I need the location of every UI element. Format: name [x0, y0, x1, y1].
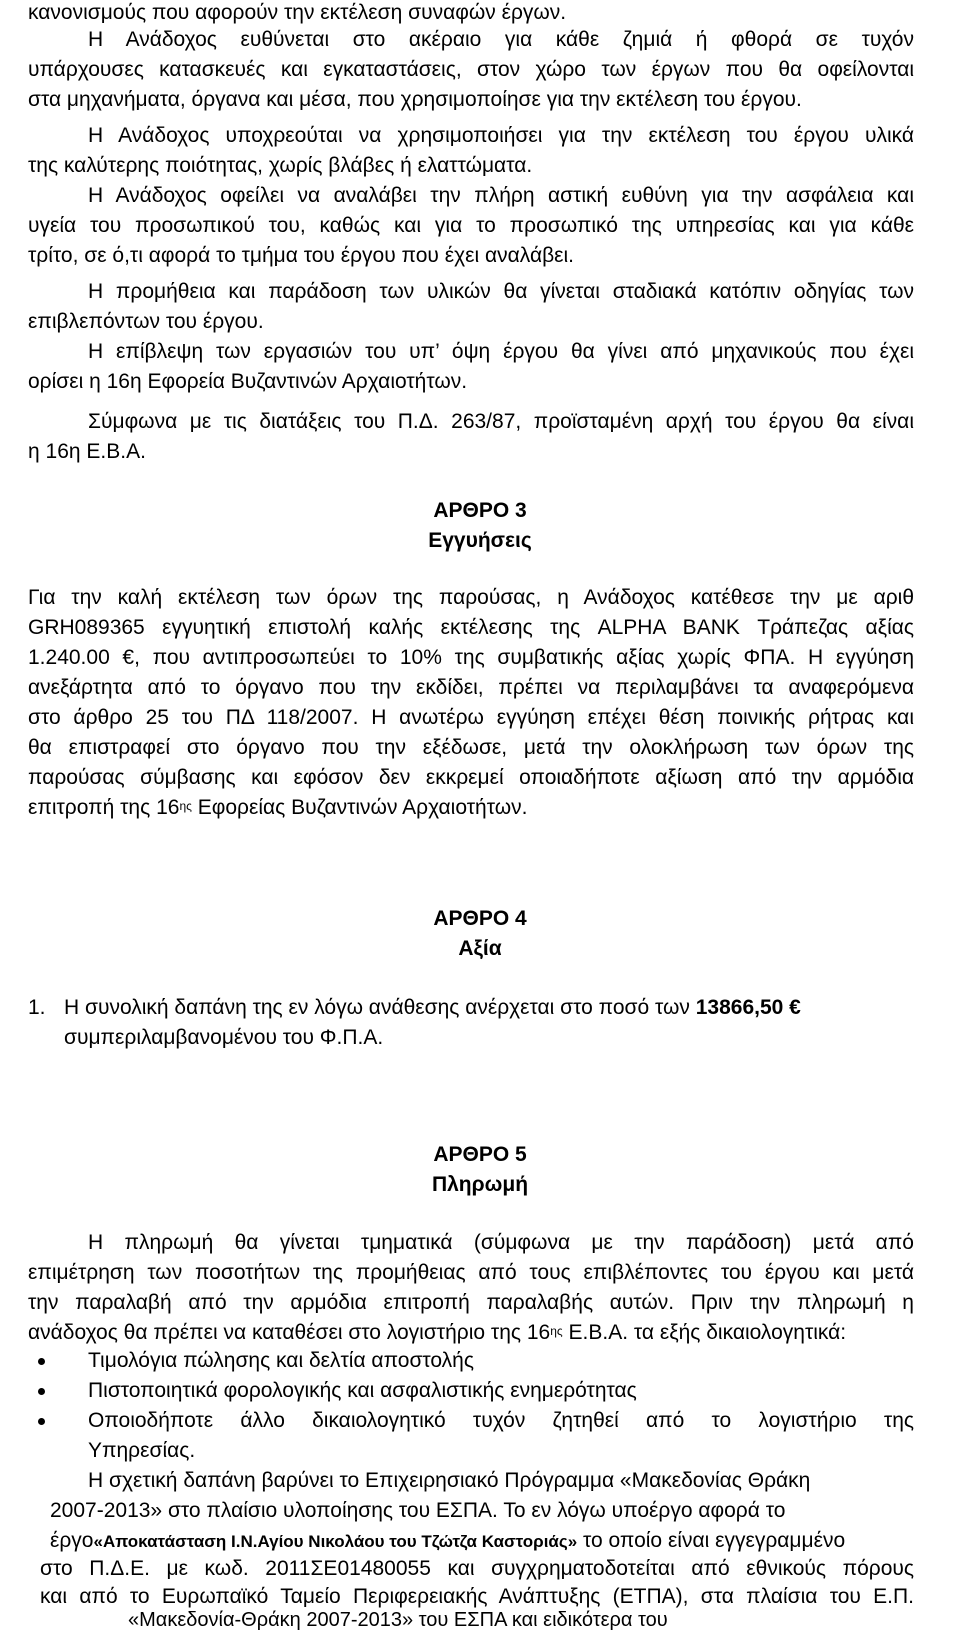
text-line: Η επίβλεψη των εργασιών του υπ’ όψη έργου θα γίνει από μηχανικούς που έχει — [88, 340, 914, 363]
text-line: «Μακεδονία-Θράκη 2007-2013» του ΕΣΠΑ και ειδικότερα του — [128, 1609, 668, 1631]
text-line: Η Ανάδοχος οφείλει να αναλάβει την πλήρη αστική ευθύνη για την ασφάλεια και — [88, 184, 914, 207]
bullet-icon — [38, 1358, 45, 1365]
text-line: ορίσει η 16η Εφορεία Βυζαντινών Αρχαιοτήτων. — [28, 370, 468, 393]
text-line: 2007-2013» στο πλαίσιο υλοποίησης του ΕΣΠΑ. Το εν λόγω υποέργο αφορά το — [50, 1499, 786, 1522]
list-number: 1. — [28, 996, 46, 1019]
article-title: Πληρωμή — [431, 1173, 529, 1196]
text-fragment: Εφορείας Βυζαντινών Αρχαιοτήτων. — [191, 796, 528, 819]
project-name: «Αποκατάσταση Ι.Ν.Αγίου Νικολάου του Τζώτζα Καστοριάς» — [93, 1532, 578, 1551]
text-line: Η σχετική δαπάνη βαρύνει το Επιχειρησιακό Πρόγραμμα «Μακεδονίας Θράκη — [88, 1469, 811, 1492]
text-line: Η πληρωμή θα γίνεται τμηματικά (σύμφωνα με την παράδοση) μετά από — [88, 1231, 914, 1254]
text-fragment: έργο — [50, 1529, 94, 1552]
text-fragment: επιτροπή της 16 — [28, 796, 180, 819]
amount-value: 13866,50 € — [695, 996, 801, 1019]
list-item: Τιμολόγια πώλησης και δελτία αποστολής — [88, 1349, 474, 1372]
text-line: Σύμφωνα με τις διατάξεις του Π.Δ. 263/87, προϊσταμένη αρχή του έργου θα είναι — [88, 410, 914, 433]
text-line: επιμέτρηση των ποσοτήτων της προμήθειας από τους επιβλέποντες του έργου και μετά — [28, 1261, 914, 1284]
text-line: στο άρθρο 25 του ΠΔ 118/2007. Η ανωτέρω εγγύηση επέχει θέση ποινικής ρήτρας και — [28, 706, 914, 729]
text-line: τρίτο, σε ό,τι αφορά το τμήμα του έργου που έχει αναλάβει. — [28, 244, 575, 267]
text-line: συμπεριλαμβανομένου του Φ.Π.Α. — [64, 1026, 384, 1049]
text-line: Η Ανάδοχος υποχρεούται να χρησιμοποιήσει για την εκτέλεση του έργου υλικά — [88, 124, 914, 147]
text-line: της καλύτερης ποιότητας, χωρίς βλάβες ή ελαττώματα. — [28, 154, 533, 177]
text-line: θα επιστραφεί στο όργανο που την εξέδωσε, μετά την ολοκλήρωση των όρων της — [28, 736, 914, 759]
article-heading: ΑΡΘΡΟ 3 — [433, 499, 527, 522]
text-fragment: ανάδοχος θα πρέπει να καταθέσει στο λογιστήριο της 16 — [28, 1321, 551, 1344]
text-line: GRH089365 εγγυητική επιστολή καλής εκτέλεσης της ALPHA BANK Τράπεζας αξίας — [28, 616, 914, 639]
article-heading: ΑΡΘΡΟ 5 — [433, 1143, 527, 1166]
text-line: ανεξάρτητα από το όργανο που την εκδίδει, πρέπει να περιλαμβάνει τα αναφερόμενα — [28, 676, 914, 699]
list-item: Οποιοδήποτε άλλο δικαιολογητικό τυχόν ζητηθεί από το λογιστήριο της — [88, 1409, 914, 1432]
text-line: και από το Ευρωπαϊκό Ταμείο Περιφερειακής Ανάπτυξης (ΕΤΠΑ), στα πλαίσια του Ε.Π. — [40, 1585, 914, 1608]
bullet-icon — [38, 1418, 45, 1425]
text-line: στα μηχανήματα, όργανα και μέσα, που χρησιμοποίησε για την εκτέλεση του έργου. — [28, 88, 802, 111]
list-item: Πιστοποιητικά φορολογικής και ασφαλιστικής ενημερότητας — [88, 1379, 637, 1402]
text-line: 1.240.00 €, που αντιπροσωπεύει το 10% της συμβατικής αξίας χωρίς ΦΠΑ. Η εγγύηση — [28, 646, 914, 669]
text-line — [50, 1528, 845, 1555]
text-line: παρούσας σύμβασης και εφόσον δεν εκκρεμεί οποιαδήποτε αξίωση από την αρμόδια — [28, 766, 914, 789]
text-line — [64, 995, 801, 1021]
text-line: την παραλαβή από την αρμόδια επιτροπή παραλαβής αυτών. Πριν την πληρωμή η — [28, 1291, 914, 1314]
ordinal-suffix: ης — [550, 1324, 563, 1338]
article-title: Αξία — [458, 937, 502, 960]
text-fragment: Ε.Β.Α. τα εξής δικαιολογητικά: — [562, 1321, 847, 1344]
text-line: υγεία του προσωπικού του, καθώς και για το προσωπικό της υπηρεσίας και για κάθε — [28, 214, 914, 237]
text-line: κανονισμούς που αφορούν την εκτέλεση συναφών έργων. — [28, 1, 567, 24]
text-line: επιβλεπόντων του έργου. — [28, 310, 264, 333]
text-line: υπάρχουσες κατασκευές και εγκαταστάσεις, στον χώρο των έργων που θα οφείλονται — [28, 58, 914, 81]
list-item-continuation: Υπηρεσίας. — [88, 1439, 196, 1462]
ordinal-suffix: ης — [179, 799, 192, 813]
bullet-icon — [38, 1388, 45, 1395]
text-line: η 16η Ε.Β.Α. — [28, 440, 146, 463]
text-fragment: Η συνολική δαπάνη της εν λόγω ανάθεσης ανέρχεται στο ποσό των — [64, 996, 690, 1019]
text-line: Η Ανάδοχος ευθύνεται στο ακέραιο για κάθε ζημιά ή φθορά σε τυχόν — [88, 28, 914, 51]
text-fragment: το οποίο είναι εγγεγραμμένο — [577, 1529, 846, 1552]
text-line — [28, 795, 527, 823]
text-line: Η προμήθεια και παράδοση των υλικών θα γίνεται σταδιακά κατόπιν οδηγίας των — [88, 280, 914, 303]
article-heading: ΑΡΘΡΟ 4 — [433, 907, 527, 930]
text-line: Για την καλή εκτέλεση των όρων της παρούσας, η Ανάδοχος κατέθεσε την με αριθ — [28, 586, 914, 609]
text-line: στο Π.Δ.Ε. με κωδ. 2011ΣΕ01480055 και συγχρηματοδοτείται από εθνικούς πόρους — [40, 1557, 914, 1580]
article-title: Εγγυήσεις — [428, 529, 532, 552]
text-line — [28, 1320, 846, 1348]
